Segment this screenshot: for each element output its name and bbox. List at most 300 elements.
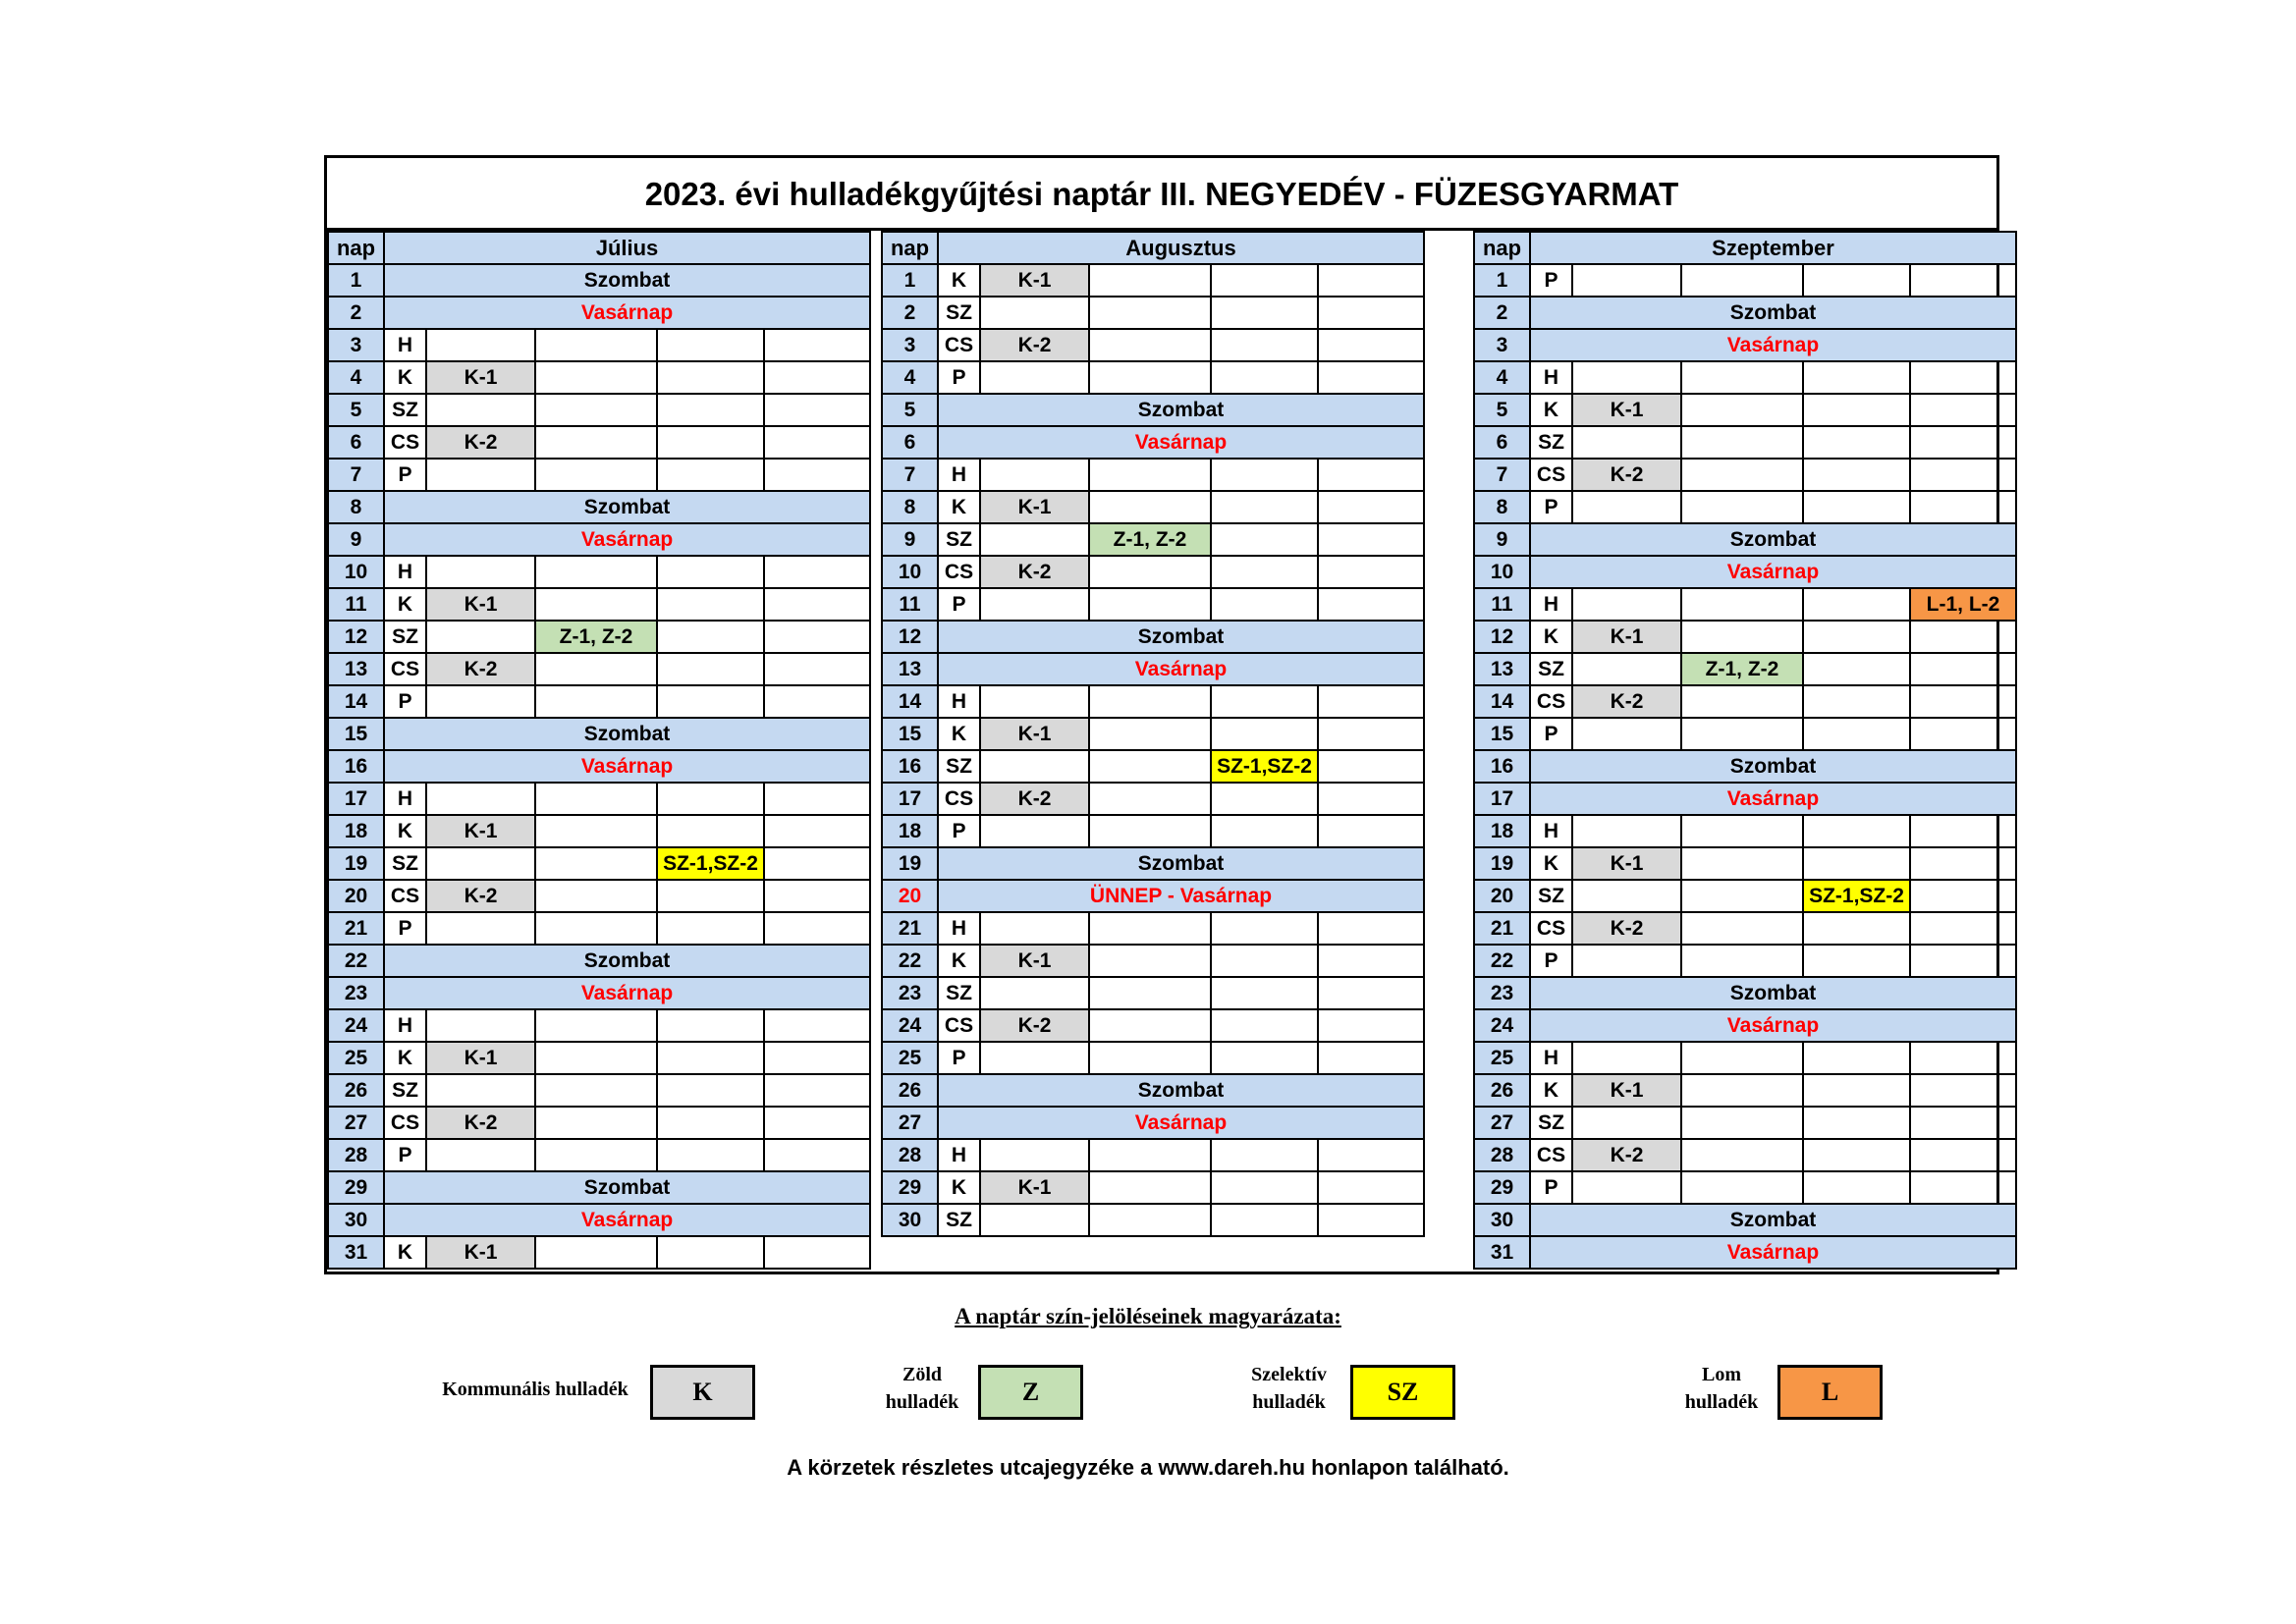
empty-cell [1572, 361, 1681, 394]
empty-cell [764, 426, 870, 459]
empty-cell [1211, 459, 1318, 491]
collection-cell: K-2 [426, 880, 535, 912]
empty-cell [1211, 685, 1318, 718]
empty-cell [535, 1042, 657, 1074]
saturday-label: Szombat [938, 847, 1424, 880]
empty-cell [1211, 1204, 1318, 1236]
month-header-row [882, 232, 1424, 264]
day-number: 26 [328, 1074, 384, 1107]
day-row [882, 264, 1424, 297]
empty-cell [980, 977, 1089, 1009]
empty-cell [1572, 588, 1681, 621]
day-row [1474, 750, 2016, 783]
empty-cell [980, 912, 1089, 945]
empty-cell [657, 912, 764, 945]
empty-cell [1211, 329, 1318, 361]
day-number: 22 [328, 945, 384, 977]
empty-cell [535, 1107, 657, 1139]
weekday-code: H [384, 556, 426, 588]
saturday-label: Szombat [1530, 523, 2016, 556]
day-row [328, 588, 870, 621]
day-row [882, 1107, 1424, 1139]
empty-cell [764, 361, 870, 394]
day-row [882, 847, 1424, 880]
month-header-row [1474, 232, 2016, 264]
day-row [328, 1171, 870, 1204]
empty-cell [426, 847, 535, 880]
empty-cell [1318, 815, 1424, 847]
day-row [328, 491, 870, 523]
empty-cell [1211, 783, 1318, 815]
day-row [1474, 523, 2016, 556]
weekday-code: CS [384, 880, 426, 912]
collection-cell: K-1 [426, 1042, 535, 1074]
day-number: 2 [328, 297, 384, 329]
month-table-1 [327, 231, 871, 1270]
day-number: 2 [882, 297, 938, 329]
empty-cell [1681, 1139, 1803, 1171]
weekday-code: K [1530, 1074, 1572, 1107]
empty-cell [1572, 1171, 1681, 1204]
empty-cell [1318, 783, 1424, 815]
day-number: 19 [1474, 847, 1530, 880]
empty-cell [657, 1139, 764, 1171]
empty-cell [1803, 621, 1910, 653]
day-row [328, 329, 870, 361]
empty-cell [535, 1074, 657, 1107]
weekday-code: H [1530, 361, 1572, 394]
empty-cell [1803, 653, 1910, 685]
day-number: 17 [328, 783, 384, 815]
empty-cell [1910, 361, 2016, 394]
empty-cell [535, 880, 657, 912]
day-number: 7 [882, 459, 938, 491]
empty-cell [1910, 945, 2016, 977]
day-number: 18 [1474, 815, 1530, 847]
day-number: 22 [1474, 945, 1530, 977]
weekday-code: CS [1530, 459, 1572, 491]
day-number: 23 [328, 977, 384, 1009]
day-number: 5 [328, 394, 384, 426]
day-row [882, 685, 1424, 718]
empty-cell [426, 783, 535, 815]
empty-cell [1910, 912, 2016, 945]
day-number: 26 [1474, 1074, 1530, 1107]
empty-cell [764, 912, 870, 945]
empty-cell [764, 621, 870, 653]
empty-cell [1211, 815, 1318, 847]
empty-cell [1211, 1042, 1318, 1074]
day-row [882, 297, 1424, 329]
legend-label-sz: Szelektív hulladék [1251, 1364, 1327, 1413]
weekday-code: CS [384, 1107, 426, 1139]
empty-cell [980, 588, 1089, 621]
day-row [882, 912, 1424, 945]
empty-cell [1211, 556, 1318, 588]
page-title: 2023. évi hulladékgyűjtési naptár III. NEGYEDÉV - FÜZESGYARMAT [327, 158, 1996, 231]
saturday-label: Szombat [938, 621, 1424, 653]
day-row [1474, 880, 2016, 912]
day-number: 29 [328, 1171, 384, 1204]
collection-cell: Z-1, Z-2 [535, 621, 657, 653]
legend-swatch-z: Z [978, 1365, 1083, 1420]
empty-cell [1089, 783, 1211, 815]
empty-cell [1803, 394, 1910, 426]
weekday-code: P [938, 815, 980, 847]
day-row [328, 1236, 870, 1269]
empty-cell [1089, 491, 1211, 523]
empty-cell [535, 815, 657, 847]
empty-cell [1211, 945, 1318, 977]
weekday-code: K [938, 1171, 980, 1204]
empty-cell [1910, 880, 2016, 912]
empty-cell [764, 815, 870, 847]
weekday-code: H [938, 912, 980, 945]
day-number: 15 [882, 718, 938, 750]
empty-cell [764, 880, 870, 912]
day-row [1474, 1107, 2016, 1139]
empty-cell [1089, 1171, 1211, 1204]
empty-cell [1089, 945, 1211, 977]
collection-cell: K-2 [980, 329, 1089, 361]
day-number: 27 [1474, 1107, 1530, 1139]
empty-cell [1910, 1107, 2016, 1139]
day-number: 12 [1474, 621, 1530, 653]
day-row [1474, 556, 2016, 588]
day-number: 30 [882, 1204, 938, 1236]
day-number: 18 [328, 815, 384, 847]
day-row [1474, 783, 2016, 815]
day-row [328, 1074, 870, 1107]
empty-cell [980, 685, 1089, 718]
empty-cell [426, 329, 535, 361]
weekday-code: P [938, 1042, 980, 1074]
saturday-label: Szombat [384, 264, 870, 297]
weekday-code: CS [938, 783, 980, 815]
collection-cell: K-1 [426, 1236, 535, 1269]
weekday-code: H [938, 685, 980, 718]
empty-cell [1318, 329, 1424, 361]
empty-cell [1089, 588, 1211, 621]
empty-cell [1803, 685, 1910, 718]
empty-cell [1681, 491, 1803, 523]
empty-cell [1681, 718, 1803, 750]
empty-cell [426, 1074, 535, 1107]
empty-cell [1318, 523, 1424, 556]
empty-cell [1089, 329, 1211, 361]
weekday-code: K [938, 491, 980, 523]
empty-cell [1572, 945, 1681, 977]
day-number: 1 [1474, 264, 1530, 297]
empty-cell [1681, 912, 1803, 945]
empty-cell [1089, 1009, 1211, 1042]
empty-cell [1803, 361, 1910, 394]
day-number: 16 [882, 750, 938, 783]
sunday-label: Vasárnap [938, 1107, 1424, 1139]
weekday-code: P [1530, 945, 1572, 977]
weekday-code: CS [1530, 1139, 1572, 1171]
empty-cell [1910, 685, 2016, 718]
empty-cell [1572, 264, 1681, 297]
empty-cell [1572, 426, 1681, 459]
empty-cell [426, 394, 535, 426]
empty-cell [1318, 361, 1424, 394]
day-number: 19 [882, 847, 938, 880]
empty-cell [1681, 1042, 1803, 1074]
empty-cell [1318, 750, 1424, 783]
empty-cell [1910, 718, 2016, 750]
empty-cell [1318, 588, 1424, 621]
empty-cell [1910, 491, 2016, 523]
empty-cell [535, 783, 657, 815]
weekday-code: P [384, 1139, 426, 1171]
empty-cell [764, 783, 870, 815]
day-number: 14 [882, 685, 938, 718]
empty-cell [535, 459, 657, 491]
empty-cell [535, 912, 657, 945]
empty-cell [657, 1009, 764, 1042]
weekday-code: H [938, 1139, 980, 1171]
sunday-label: Vasárnap [384, 1204, 870, 1236]
empty-cell [535, 556, 657, 588]
day-row [882, 329, 1424, 361]
weekday-code: SZ [938, 523, 980, 556]
weekday-code: CS [1530, 685, 1572, 718]
legend-swatch-l: L [1777, 1365, 1883, 1420]
weekday-code: P [384, 912, 426, 945]
weekday-code: K [384, 1236, 426, 1269]
sunday-label: Vasárnap [1530, 783, 2016, 815]
empty-cell [1572, 1042, 1681, 1074]
day-row [882, 815, 1424, 847]
empty-cell [535, 653, 657, 685]
empty-cell [1211, 1139, 1318, 1171]
empty-cell [1910, 264, 2016, 297]
empty-cell [764, 329, 870, 361]
day-number: 15 [328, 718, 384, 750]
weekday-code: P [1530, 1171, 1572, 1204]
day-number: 6 [882, 426, 938, 459]
day-row [882, 977, 1424, 1009]
day-number: 24 [1474, 1009, 1530, 1042]
collection-cell: Z-1, Z-2 [1089, 523, 1211, 556]
legend-heading-text: A naptár szín-jelöléseinek magyarázata: [955, 1304, 1341, 1328]
empty-cell [535, 588, 657, 621]
empty-cell [1803, 264, 1910, 297]
day-row [882, 523, 1424, 556]
sunday-label: Vasárnap [938, 426, 1424, 459]
empty-cell [1681, 685, 1803, 718]
day-row [1474, 621, 2016, 653]
empty-cell [657, 880, 764, 912]
day-number: 16 [328, 750, 384, 783]
weekday-code: H [384, 1009, 426, 1042]
empty-cell [1803, 459, 1910, 491]
empty-cell [1089, 1204, 1211, 1236]
empty-cell [1318, 556, 1424, 588]
empty-cell [1089, 912, 1211, 945]
empty-cell [1681, 621, 1803, 653]
day-number: 12 [328, 621, 384, 653]
footer-note: A körzetek részletes utcajegyzéke a www.dareh.hu honlapon található. [787, 1455, 1509, 1480]
empty-cell [426, 621, 535, 653]
day-number: 9 [328, 523, 384, 556]
empty-cell [764, 653, 870, 685]
weekday-code: K [384, 361, 426, 394]
legend-label-l: Lom hulladék [1684, 1364, 1759, 1413]
collection-cell: SZ-1,SZ-2 [1211, 750, 1318, 783]
collection-cell: K-2 [980, 556, 1089, 588]
empty-cell [1910, 653, 2016, 685]
day-row [882, 750, 1424, 783]
day-row [1474, 653, 2016, 685]
empty-cell [1803, 718, 1910, 750]
day-row [328, 750, 870, 783]
day-row [1474, 361, 2016, 394]
day-row [882, 1009, 1424, 1042]
day-number: 9 [1474, 523, 1530, 556]
empty-cell [426, 1139, 535, 1171]
sunday-label: ÜNNEP - Vasárnap [938, 880, 1424, 912]
empty-cell [1803, 1074, 1910, 1107]
empty-cell [1318, 685, 1424, 718]
empty-cell [1211, 297, 1318, 329]
empty-cell [1803, 491, 1910, 523]
empty-cell [1211, 977, 1318, 1009]
empty-cell [1572, 653, 1681, 685]
empty-cell [1910, 394, 2016, 426]
day-row [328, 912, 870, 945]
day-number: 13 [1474, 653, 1530, 685]
weekday-code: SZ [938, 977, 980, 1009]
day-row [1474, 426, 2016, 459]
sunday-label: Vasárnap [1530, 556, 2016, 588]
day-number: 3 [328, 329, 384, 361]
empty-cell [1803, 1171, 1910, 1204]
day-number: 22 [882, 945, 938, 977]
day-row [328, 977, 870, 1009]
weekday-code: P [384, 459, 426, 491]
empty-cell [1681, 394, 1803, 426]
empty-cell [1681, 264, 1803, 297]
empty-cell [1910, 426, 2016, 459]
collection-cell: K-2 [426, 1107, 535, 1139]
weekday-code: P [1530, 718, 1572, 750]
saturday-label: Szombat [384, 718, 870, 750]
day-row [882, 783, 1424, 815]
day-number: 23 [1474, 977, 1530, 1009]
day-number: 13 [328, 653, 384, 685]
day-number: 1 [328, 264, 384, 297]
day-number: 1 [882, 264, 938, 297]
day-row [882, 880, 1424, 912]
collection-cell: K-1 [426, 361, 535, 394]
collection-cell: K-2 [980, 783, 1089, 815]
day-row [1474, 1074, 2016, 1107]
empty-cell [1681, 361, 1803, 394]
day-number: 26 [882, 1074, 938, 1107]
day-row [328, 685, 870, 718]
weekday-code: CS [1530, 912, 1572, 945]
day-row [328, 1042, 870, 1074]
day-number: 14 [1474, 685, 1530, 718]
day-number: 19 [328, 847, 384, 880]
empty-cell [764, 1042, 870, 1074]
weekday-code: SZ [1530, 426, 1572, 459]
collection-cell: K-2 [1572, 912, 1681, 945]
weekday-code: SZ [938, 750, 980, 783]
day-row [882, 621, 1424, 653]
day-number: 4 [882, 361, 938, 394]
empty-cell [1089, 718, 1211, 750]
saturday-label: Szombat [384, 491, 870, 523]
nap-header: nap [328, 232, 384, 264]
day-number: 24 [882, 1009, 938, 1042]
empty-cell [1318, 1009, 1424, 1042]
day-number: 27 [882, 1107, 938, 1139]
day-number: 7 [328, 459, 384, 491]
day-row [882, 426, 1424, 459]
empty-cell [1089, 556, 1211, 588]
day-number: 2 [1474, 297, 1530, 329]
day-row [328, 459, 870, 491]
day-row [1474, 1204, 2016, 1236]
saturday-label: Szombat [384, 1171, 870, 1204]
weekday-code: CS [938, 1009, 980, 1042]
empty-cell [980, 459, 1089, 491]
day-row [1474, 329, 2016, 361]
empty-cell [764, 459, 870, 491]
empty-cell [980, 1042, 1089, 1074]
day-row [1474, 297, 2016, 329]
weekday-code: K [1530, 847, 1572, 880]
empty-cell [657, 621, 764, 653]
nap-header: nap [882, 232, 938, 264]
weekday-code: P [1530, 491, 1572, 523]
empty-cell [1681, 1074, 1803, 1107]
empty-cell [1572, 815, 1681, 847]
weekday-code: SZ [384, 847, 426, 880]
weekday-code: SZ [384, 394, 426, 426]
empty-cell [1318, 977, 1424, 1009]
empty-cell [426, 459, 535, 491]
day-number: 10 [328, 556, 384, 588]
empty-cell [1572, 718, 1681, 750]
day-row [882, 588, 1424, 621]
day-number: 9 [882, 523, 938, 556]
day-row [328, 1009, 870, 1042]
saturday-label: Szombat [384, 945, 870, 977]
weekday-code: H [1530, 815, 1572, 847]
day-number: 29 [1474, 1171, 1530, 1204]
empty-cell [1572, 1107, 1681, 1139]
day-number: 23 [882, 977, 938, 1009]
collection-cell: K-2 [1572, 459, 1681, 491]
empty-cell [1089, 297, 1211, 329]
empty-cell [1803, 847, 1910, 880]
collection-cell: K-1 [1572, 394, 1681, 426]
day-number: 29 [882, 1171, 938, 1204]
empty-cell [426, 685, 535, 718]
empty-cell [1318, 912, 1424, 945]
day-number: 28 [882, 1139, 938, 1171]
day-row [882, 1042, 1424, 1074]
empty-cell [1681, 945, 1803, 977]
day-row [1474, 588, 2016, 621]
empty-cell [1681, 815, 1803, 847]
empty-cell [1089, 1042, 1211, 1074]
empty-cell [764, 847, 870, 880]
